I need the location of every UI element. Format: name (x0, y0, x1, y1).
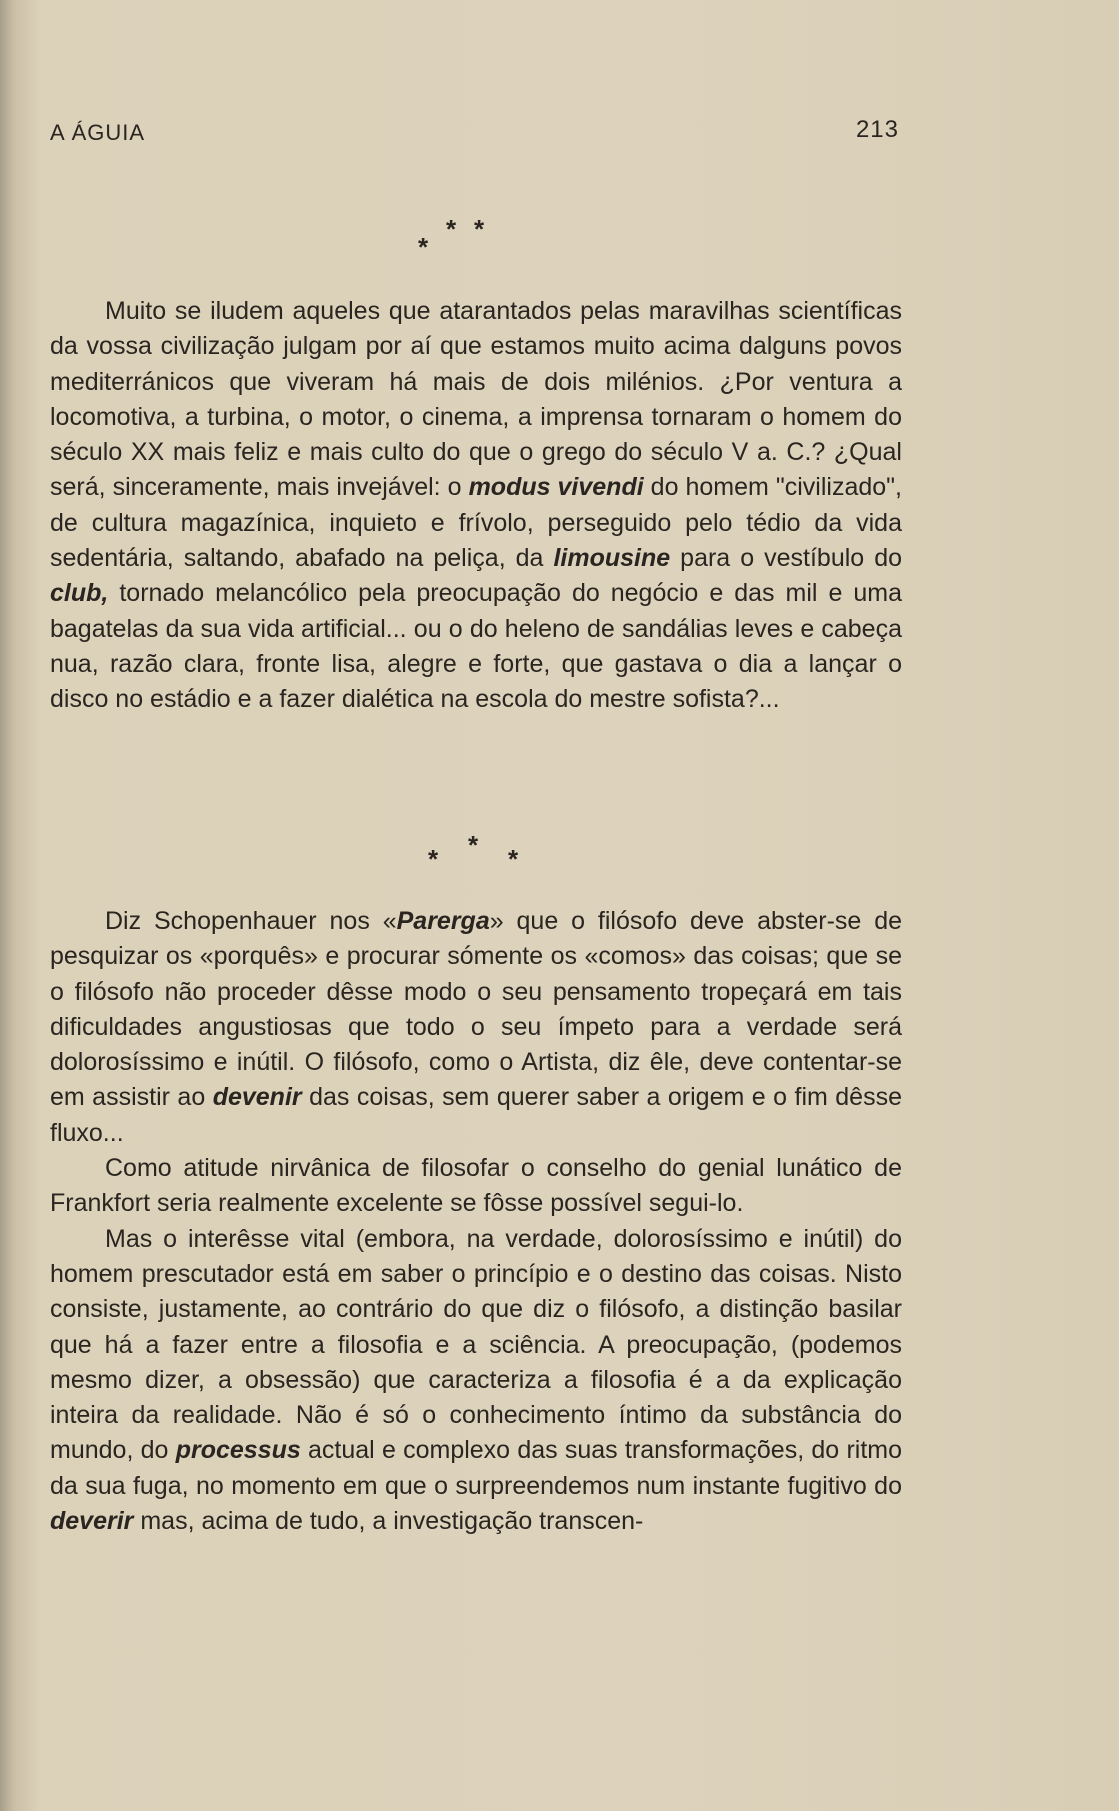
text-run: tornado melancólico pela preocupação do negócio e das mil e uma bagatelas da sua vida artificial... ou o do heleno de sandálias leves e cabeça nua, razão clara, fronte lisa, alegre e forte, que gastava o dia a lançar o disco no estádio e a fazer dialética na escola do mestre sofista?... (50, 579, 902, 714)
separator-star: * (418, 232, 429, 262)
separator-star: * (428, 844, 439, 874)
separator-star: * (508, 844, 519, 874)
italic-term-modus-vivendi: modus vivendi (468, 473, 644, 502)
running-title: A ÁGUIA (50, 120, 146, 145)
section-separator-2 (428, 830, 548, 880)
separator-star: * (446, 214, 457, 244)
text-run: para o vestíbulo do (670, 544, 902, 573)
text-run: do homem "civilizado", de cultura magazínica, inquieto e frívolo, perseguido pelo tédio da vida sedentária, saltando, abafado na peliça, da (50, 473, 902, 573)
text-run: Mas o interêsse vital (embora, na verdade, dolorosíssimo e inútil) do homem prescutador está em saber o princípio e o destino das coisas. Nisto consiste, justamente, ao contrário do que diz o filósofo, a distinção basilar que há a fazer entre a filosofia e a sciência. A preocupação, (podemos mesmo dizer, a obsessão) que caracteriza a filosofia é a da explicação inteira da realidade. Não é só o conhecimento íntimo da substância do mundo, do (50, 1224, 902, 1465)
section-2-text (50, 904, 902, 1539)
italic-term-devenir: devenir (212, 1083, 302, 1112)
separator-star: * (474, 214, 485, 244)
text-run: Como atitude nirvânica de filosofar o conselho do genial lunático de Frankfort seria realmente excelente se fôsse possível segui-lo. (50, 1154, 902, 1218)
italic-term-processus: processus (175, 1436, 301, 1465)
page-number: 213 (855, 116, 899, 143)
text-run: mas, acima de tudo, a investigação transcen- (133, 1507, 644, 1536)
italic-term-club: club, (50, 579, 109, 608)
paragraph (50, 1222, 902, 1540)
paragraph (50, 1151, 902, 1222)
separator-star: * (468, 830, 479, 860)
text-run: Diz Schopenhauer nos « (105, 907, 397, 935)
text-run: Muito se iludem aqueles que atarantados pelas maravilhas scientíficas da vossa civilização julgam por aí que estamos muito acima dalguns povos mediterránicos que viveram há mais de dois milénios. ¿Por ventura a locomotiva, a turbina, o motor, o cinema, a imprensa tornaram o homem do século XX mais feliz e mais culto do que o grego do século V a. C.? ¿Qual será, sinceramente, mais invejável: o (50, 297, 902, 502)
text-run: » que o filósofo deve abster-se de pesquizar os «porquês» e procurar sómente os «comos» das coisas; que se o filósofo não proceder dêsse modo o seu pensamento tropeçará em tais dificuldades angustiosas que todo o seu ímpeto para a verdade será dolorosíssimo e inútil. O filósofo, como o Artista, diz êle, deve contentar-se em assistir ao (50, 907, 902, 1112)
italic-term-parerga: Parerga (396, 907, 490, 935)
page-header (50, 116, 899, 152)
paragraph (50, 294, 902, 718)
text-run: das coisas, sem querer saber a origem e o fim dêsse fluxo... (50, 1083, 902, 1147)
section-separator-1 (418, 214, 538, 264)
section-1-text (50, 294, 902, 718)
text-run: actual e complexo das suas transformações, do ritmo da sua fuga, no momento em que o surpreendemos num instante fugitivo do (50, 1436, 903, 1500)
italic-term-deverir: deverir (50, 1507, 134, 1536)
italic-term-limousine: limousine (553, 544, 671, 573)
paragraph (50, 904, 902, 1151)
